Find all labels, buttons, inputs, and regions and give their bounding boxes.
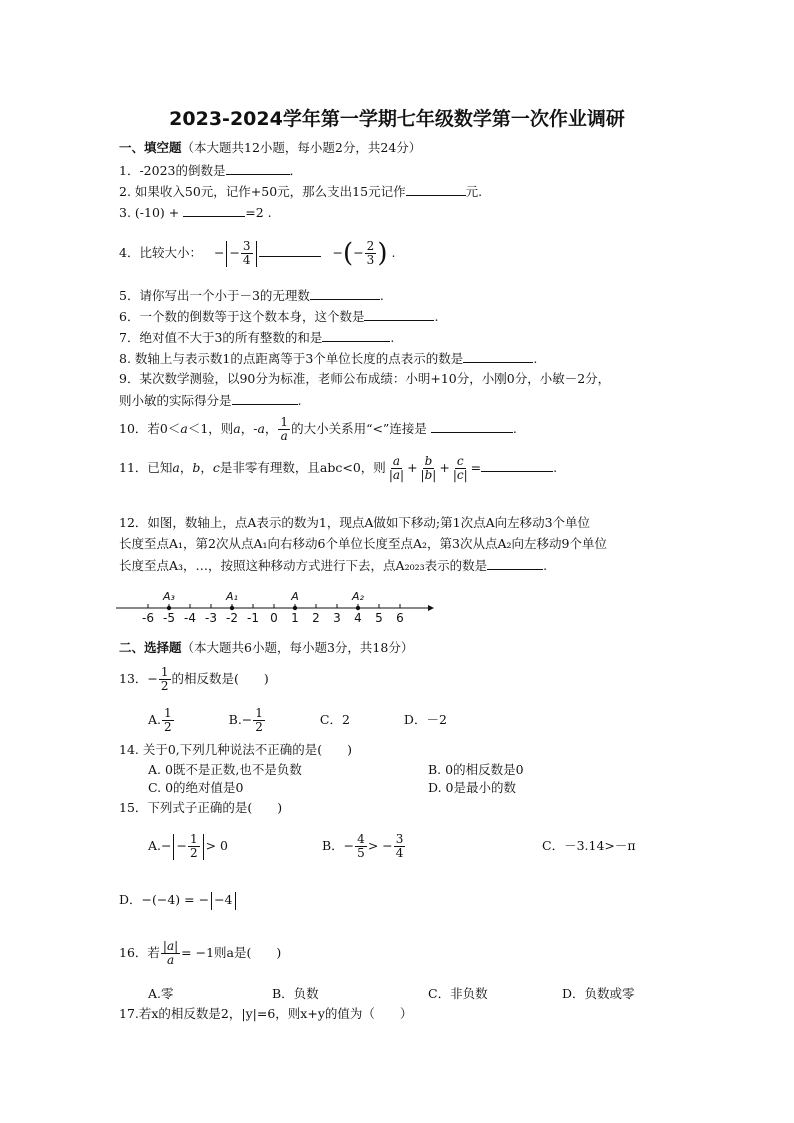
fraction: $\frac{1}{a}$ (280, 415, 289, 443)
point-marker (167, 606, 171, 610)
question-8: 8. 数轴上与表示数1的点距离等于3个单位长度的点表示的数是 . (119, 351, 538, 366)
tick-label: -3 (205, 611, 217, 625)
option-b[interactable]: B.− $\frac{1}{2}$ (228, 706, 263, 734)
question-12-line1: 12．如图，数轴上，点A表示的数为1，现点A做如下移动;第1次点A向左移动3个单位 (119, 515, 591, 530)
section-fill-heading: 一、填空题（本大题共12小题，每小题2分，共24分） (119, 140, 422, 155)
question-14: 14. 关于0,下列几种说法不正确的是( ) (119, 742, 353, 757)
tick-label: 1 (291, 611, 299, 625)
question-6: 6．一个数的倒数等于这个数本身，这个数是 . (119, 309, 439, 324)
question-12-line2: 长度至点A₁，第2次从点A₁向右移动6个单位长度至点A₂，第3次从点A₂向左移动9个单位 (119, 536, 607, 551)
section-choice-heading: 二、选择题（本大题共6小题，每小题3分，共18分） (119, 640, 414, 655)
point-label: A₃ (163, 590, 175, 603)
answer-blank[interactable] (183, 204, 245, 217)
option-c[interactable]: C. 0的绝对值是0 (148, 780, 244, 795)
question-4: 4．比较大小： − − $\frac{3}{4}$ −(− $\frac{2}{3}$ ) . (119, 234, 395, 270)
tick-label: 5 (375, 611, 383, 625)
question-15: 15．下列式子正确的是( ) (119, 800, 283, 815)
question-12-line3: 长度至点A₃，…，按照这种移动方式进行下去，点A₂₀₂₃表示的数是 . (119, 558, 548, 573)
option-a[interactable]: A.零 (148, 986, 174, 1001)
answer-blank[interactable] (226, 162, 290, 175)
point-label: A (291, 590, 299, 603)
question-2: 2. 如果收入50元，记作+50元，那么支出15元记作 元. (119, 184, 483, 199)
question-17: 17.若x的相反数是2，|y|=6，则x+y的值为（ ） (119, 1006, 413, 1021)
tick-label: -6 (142, 611, 154, 625)
option-b[interactable]: B. 0的相反数是0 (428, 762, 524, 777)
question-13-options (148, 704, 447, 736)
option-d[interactable]: D．负数或零 (562, 986, 635, 1001)
fraction: $\frac{3}{4}$ (242, 239, 251, 267)
number-line-figure (112, 584, 442, 628)
option-a[interactable]: A.− − $\frac{1}{2}$ > 0 (148, 832, 229, 860)
question-5: 5．请你写出一个小于－3的无理数 . (119, 288, 384, 303)
option-d[interactable]: D. 0是最小的数 (428, 780, 516, 795)
question-16: 16．若 $\frac{|a|}{a}$ = −1则a是( ) (119, 939, 282, 967)
page-title: 2023-2024学年第一学期七年级数学第一次作业调研 (169, 108, 625, 130)
answer-blank[interactable] (463, 350, 533, 363)
question-7: 7．绝对值不大于3的所有整数的和是 . (119, 330, 395, 345)
answer-blank[interactable] (364, 308, 434, 321)
answer-blank[interactable] (232, 392, 298, 405)
answer-blank[interactable] (310, 287, 380, 300)
option-b[interactable]: B．负数 (272, 986, 319, 1001)
point-label: A₁ (226, 590, 238, 603)
option-a[interactable]: A. 0既不是正数,也不是负数 (148, 762, 302, 777)
option-a[interactable]: A. $\frac{1}{2}$ (148, 706, 172, 734)
option-b[interactable]: B．− $\frac{4}{5}$ > − $\frac{3}{4}$ (322, 832, 404, 860)
answer-blank[interactable] (322, 329, 390, 342)
point-label: A₂ (352, 590, 364, 603)
number-line (116, 590, 434, 625)
option-c[interactable]: C．－3.14>－π (542, 838, 636, 853)
tick-label: -1 (247, 611, 259, 625)
fraction: $\frac{1}{2}$ (160, 665, 169, 693)
question-13: 13．− $\frac{1}{2}$ 的相反数是( ) (119, 665, 269, 693)
tick-label: 0 (270, 611, 278, 625)
question-11: 11．已知a，b，c是非零有理数，且abc<0，则 $\frac{a}{|a|}$ + $\frac{b}{|b|}$ + $\frac{c}{|c|}$ = . (119, 454, 558, 482)
answer-blank[interactable] (259, 234, 321, 257)
answer-blank[interactable] (487, 557, 543, 570)
point-marker (230, 606, 234, 610)
question-9-line2: 则小敏的实际得分是 . (119, 393, 302, 408)
option-c[interactable]: C．2 (319, 712, 350, 727)
option-c[interactable]: C．非负数 (428, 986, 488, 1001)
tick-label: -2 (226, 611, 238, 625)
fraction: $\frac{b}{|b|}$ (420, 454, 437, 482)
question-3: 3. (-10) + =2 . (119, 205, 272, 220)
tick-label: 2 (312, 611, 320, 625)
option-d[interactable]: D．−(−4) = − −4 (119, 888, 238, 912)
answer-blank[interactable] (431, 420, 513, 433)
question-10: 10．若0＜a＜1，则a，-a， $\frac{1}{a}$ 的大小关系用“<”连接是 . (119, 415, 517, 443)
axis-arrow (428, 605, 434, 611)
tick-label: 4 (354, 611, 362, 625)
tick-label: 6 (396, 611, 404, 625)
fraction: $\frac{a}{|a|}$ (388, 454, 405, 482)
question-9-line1: 9．某次数学测验，以90分为标准，老师公布成绩：小明+10分，小刚0分，小敏－2分， (119, 371, 611, 386)
fraction: $\frac{2}{3}$ (366, 239, 375, 267)
tick-label: -4 (184, 611, 196, 625)
tick-label: -5 (163, 611, 175, 625)
fraction: $\frac{c}{|c|}$ (452, 454, 468, 482)
answer-blank[interactable] (481, 459, 553, 472)
point-marker (293, 606, 297, 610)
point-marker (356, 606, 360, 610)
question-1: 1．-2023的倒数是 ． (119, 163, 303, 178)
tick-label: 3 (333, 611, 341, 625)
answer-blank[interactable] (406, 183, 466, 196)
option-d[interactable]: D．－2 (403, 712, 447, 727)
